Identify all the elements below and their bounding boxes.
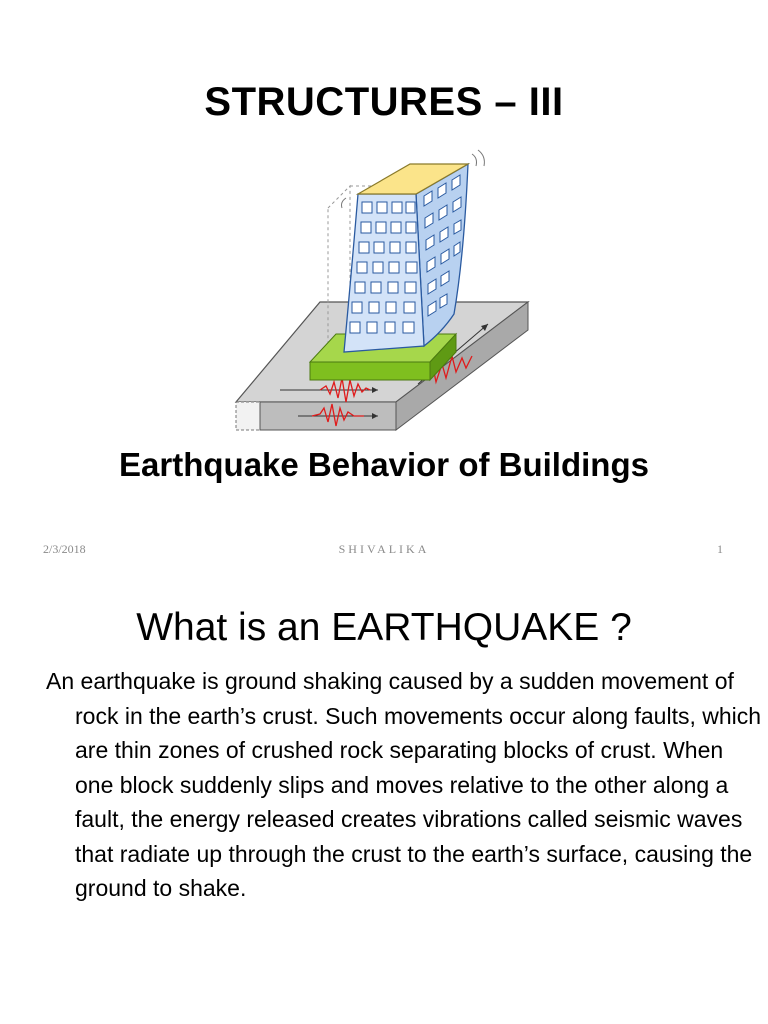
slide-title: STRUCTURES – III [204,80,564,124]
footer-author: SHIVALIKA [338,542,430,556]
footer-date: 2/3/2018 [43,542,86,556]
body-paragraph: An earthquake is ground shaking caused by a sudden movement of rock in the earth’s crust. Such movements occur along faults, which are thin zones of crushed rock separating blocks of crust. When one block suddenly slips and moves relative to the other along a fault, the energy released creates vibrations called seismic waves that radiate up through the crust to the earth’s surface, causing the ground to shake. [46,668,762,901]
slide-2 [0,572,768,1024]
swaying-building-earthquake-icon [228,146,538,434]
slide-subtitle: Earthquake Behavior of Buildings [119,446,649,483]
footer-page-number: 1 [717,542,723,556]
slide-title: What is an EARTHQUAKE ? [136,606,632,649]
